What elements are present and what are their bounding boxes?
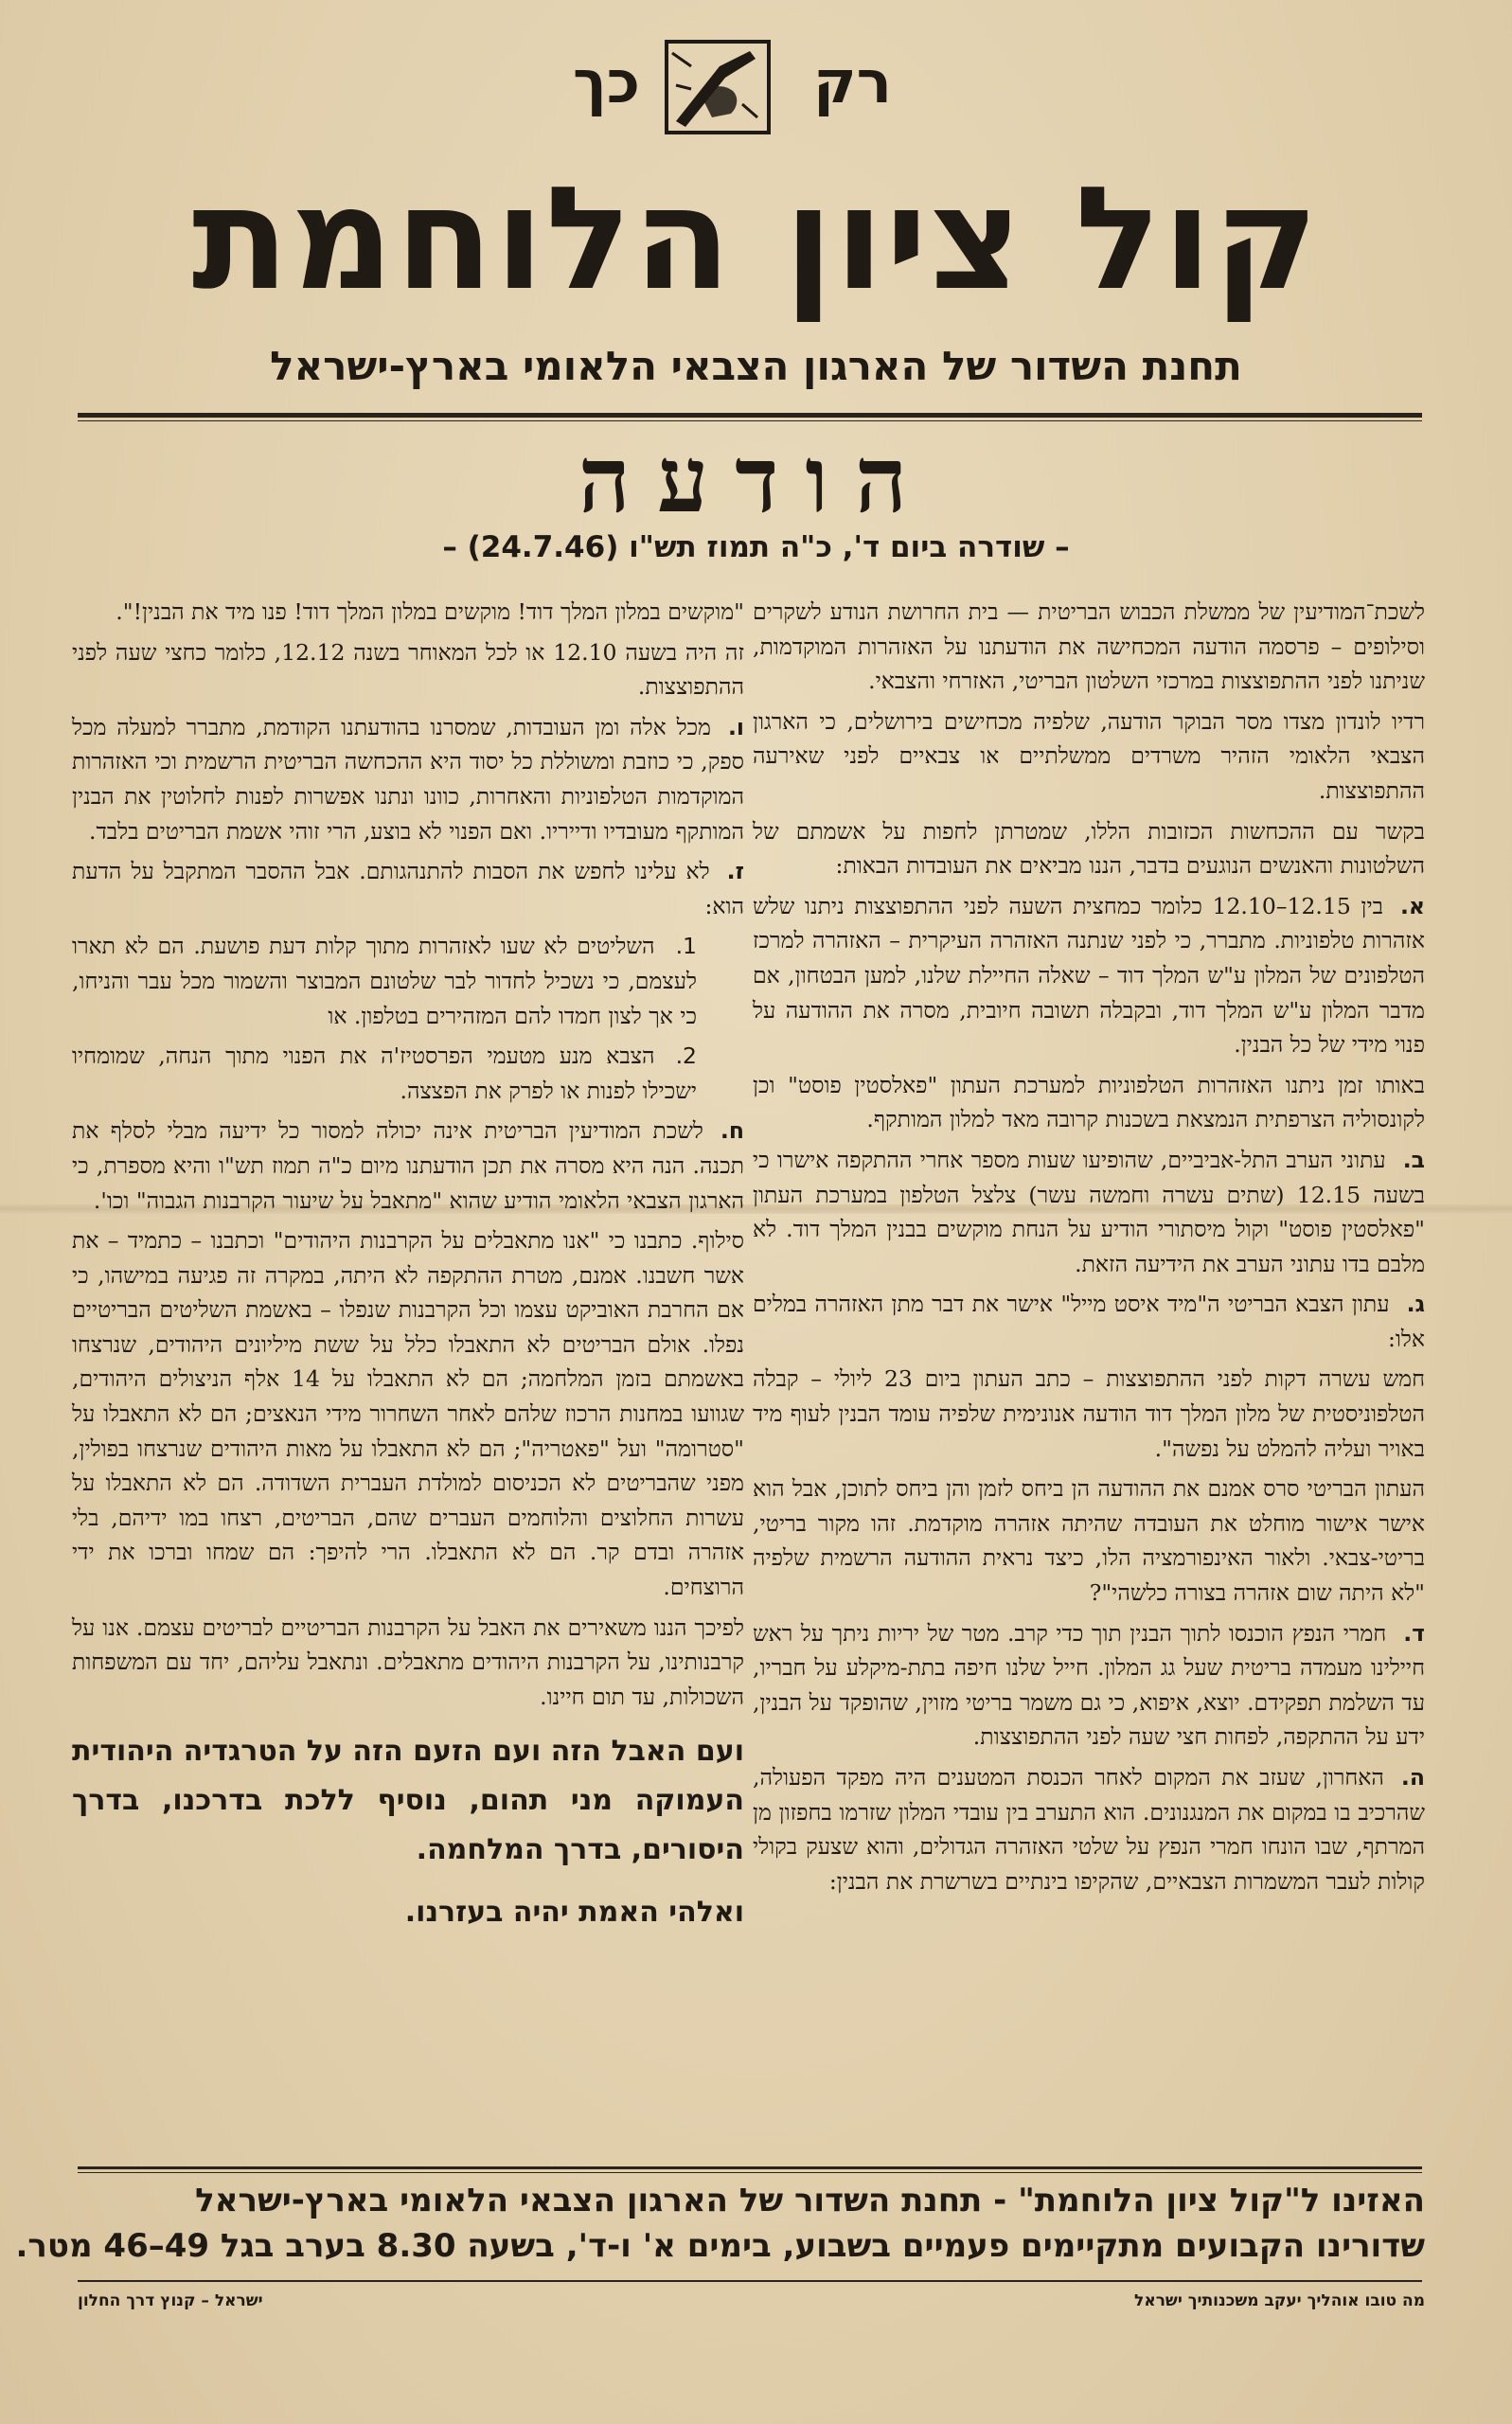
paragraph-text: רדיו לונדון מצדו מסר הבוקר הודעה, שלפיה מכחישים בירושלים, כי הארגון הצבאי הלאומי הזהיר משרדים ממשלתיים או צבאיים לפני שאירעה ההתפוצצות.	[753, 707, 1425, 804]
broadcast-dateline: – שודרה ביום ד', כ"ה תמוז תש"ו (24.7.46) –	[442, 530, 1070, 564]
footer-bottom-divider	[78, 2280, 1422, 2282]
paragraph-label: 1.	[675, 933, 697, 960]
paragraph-text: לשכת המודיעין הבריטית אינה יכולה למסור כל ידיעה מבלי לסלף את תכנה. הנה היא מסרה את תכן הודעתנו מיום כ"ה תמוז תש"ו והיא מספרת, כי הארגון הצבאי הלאומי הודיע שהוא "מתאבל על שיעור הקרבנות הגבוה" וכו'.	[72, 1117, 744, 1214]
footer-divider-thick	[78, 2166, 1422, 2169]
paragraph-text: הצבא מנע מטעמי הפרסטיז'ה את הפנוי מתוך הנחה, שמומחיו ישכילו לפנות או לפרק את הפצצה.	[72, 1043, 697, 1104]
paragraph	[72, 1888, 744, 1937]
paragraph	[72, 635, 744, 704]
paragraph-label: ח.	[720, 1117, 744, 1145]
paragraph	[753, 1287, 1425, 1356]
paragraph-text: מכל אלה ומן העובדות, שמסרנו בהודעתנו הקודמת, מתברר למעלה מכל ספק, כי כוזבת ומשוללת כל יסוד היא ההכחשה הבריטית הרשמית וכי האזהרות המוקדמות הטלפוניות והאחרות, כוונו ונתנו אפשרות לפנות לחלוטין את הבנין המותקף מעובדיו ודייריו. ואם הפנוי לא בוצע, הרי זוהי אשמת הבריטים בלבד.	[72, 713, 744, 845]
paragraph	[753, 1760, 1425, 1898]
paragraph-text: סילוף. כתבנו כי "אנו מתאבלים על הקרבנות היהודים" וכתבנו – כתמיד – את אשר חשבנו. אמנם, מטרת ההתקפה לא היתה, במקרה זה פגיעה במישהו, כי אם החרבת האוביקט עצמו וכל הקרבנות שנפלו – באשמת השליטים הבריטיים נפלו. אולם הבריטים לא התאבלו כלל על ששת מיליונים היהודים, שנרצחו באשמתם בזמן המלחמה; הם לא התאבלו על 14 אלף הניצולים היהודים, שגוועו במחנות הרכוז שלהם לאחר השחרור מידי הנאצים; הם לא התאבלו על "סטרומה" ועל "פאטריה"; הם לא התאבלו על מאות היהודים שנרצחו בפולין, מפני שהבריטים לא הכניסום למולדת העברית השדודה. הם לא התאבלו על עשרות החלוצים והלוחמים העברים שהם, הבריטים, רצחו במו ידיהם, בלי אזהרה ובדם קר. הם לא התאבלו. הרי להיפך: הם שמחו וברכו את ידי הרוצחים.	[72, 1227, 744, 1601]
paragraph	[72, 1727, 744, 1875]
paragraph	[753, 1068, 1425, 1137]
announcement-heading: הודעה	[578, 426, 934, 533]
paragraph	[72, 1611, 744, 1715]
paragraph-text: עתוני הערב התל-אביביים, שהופיעו שעות מספר אחרי ההתקפה אישרו כי בשעה 12.15 (שתים עשרה וחמשה עשר) צלצל הטלפון במערכת העתון "פאלסטין פוסט" וקול מיסתורי הודיע על הנחת מוקשים בבנין המלך דוד. לא מלבם בדו עתוני הערב את הידיעה הזאת.	[753, 1146, 1426, 1277]
paragraph	[72, 1039, 744, 1108]
paragraph-text: העתון הבריטי סרס אמנם את ההודעה הן ביחס לזמן והן ביחס לתוכן, אבל הוא אישר אישור מוחלט את העובדה שהיתה אזהרה מוקדמת. זהו מקור בריטי, בריטי-צבאי. ולאור האינפורמציה הלו, כיצד נראית ההודעה הרשמית שלפיה "לא היתה שום אזהרה בצורה כלשהי"?	[753, 1475, 1425, 1607]
paragraph-label: ה.	[1400, 1764, 1425, 1791]
left-column	[72, 595, 744, 1943]
paragraph	[72, 854, 744, 923]
paragraph-text: בקשר עם ההכחשות הכזובות הללו, שמטרתן לחפות על אשמתם של השלטונות והאנשים הנוגעים בדבר, הננו מביאים את העובדות הבאות:	[753, 817, 1425, 880]
paragraph-text: לא עלינו לחפש את הסבות להתנהגותם. אבל ההסבר המתקבל על הדעת הוא:	[72, 858, 744, 919]
hand-holding-rifle-emblem-icon	[663, 38, 773, 136]
paragraph	[753, 1616, 1425, 1755]
printer-imprint-right: מה טובו אוהליך יעקב משכנותיך ישראל	[1134, 2291, 1425, 2310]
paragraph	[72, 595, 744, 630]
paragraph-text: באותו זמן ניתנו האזהרות הטלפוניות למערכת העתון "פאלסטין פוסט" וכן לקונסוליה הצרפתית הנמצאת בשכנות קרובה מאד למלון המותקף.	[753, 1071, 1425, 1133]
paragraph-label: ו.	[728, 713, 744, 740]
paragraph-text: חמש עשרה דקות לפני ההתפוצצות – כתב העתון ביום 23 ליולי – קבלה הטלפוניסטית של מלון המלך דוד הודעה אנונימית שלפיה עומד הבנין לעוף מיד באויר ועליה להמלט על נפשה".	[753, 1365, 1425, 1462]
divider-thin	[78, 420, 1422, 421]
slogan-left: כך	[573, 47, 640, 116]
paragraph-text: ואלהי האמת יהיה בעזרנו.	[404, 1896, 744, 1930]
paragraph-text: האחרון, שעזב את המקום לאחר הכנסת המטענים היה מפקד הפעולה, שהרכיב בו במקום את המנגנונים. הוא התערב בין עובדי המלון שזרמו בחפזון מן המרתף, שבו הונחו חמרי הנפץ על שלטי האזהרה הגדולים, והוא שצעק בקולי קולות לעבר המשמרות הצבאיים, שהקיפו בינתיים בשרשרת את הבנין:	[753, 1764, 1425, 1895]
paragraph-label: ד.	[1403, 1619, 1425, 1647]
paragraph	[72, 710, 744, 848]
paragraph	[72, 1223, 744, 1605]
station-name: קול ציון הלוחמת	[191, 157, 1321, 322]
top-slogan	[0, 38, 1512, 123]
paragraph-text: בין 12.15–12.10 כלומר כמחצית השעה לפני ההתפוצצות ניתנו שלש אזהרות טלפוניות. מתברר, כי לפני שנתנה האזהרה העיקרית – האזהרה למרכז הטלפונים של המלון ע"ש המלך דוד – שאלה החיילת שלנו, למען הבטחון, אם מדבר המלון ע"ש המלך דוד, ובקבלה תשובה חיובית, מסרה את ההודעה על פנוי מידי של כל הבנין.	[753, 892, 1425, 1059]
paragraph-label: 2.	[675, 1043, 697, 1070]
paragraph-text: לשכת־המודיעין של ממשלת הכבוש הבריטית — בית החרושת הנודע לשקרים וסילופים – פרסמה הודעה המכחישה את הודעתנו על האזהרות המוקדמות, שניתנו לפני ההתפוצצות במרכזי השלטון הבריטי, האזרחי והצבאי.	[753, 598, 1425, 695]
paragraph-text: השליטים לא שעו לאזהרות מתוך קלות דעת פושעת. הם לא תארו לעצמם, כי נשכיל לחדור לבר שלטונם המבוצר והשמור מכל עבר והניחו, כי אך לצון חמדו להם המזהירים בטלפון. או	[72, 933, 697, 1029]
right-column	[753, 595, 1425, 1904]
printer-imprint-left: ישראל – קנוץ דרך החלון	[78, 2291, 263, 2310]
paragraph	[753, 595, 1425, 699]
paragraph	[753, 1471, 1425, 1610]
paragraph	[753, 814, 1425, 883]
divider-thick	[78, 413, 1422, 418]
footer-schedule-line: שדורינו הקבועים מתקיימים פעמיים בשבוע, בימים א' ו-ד', בשעה 8.30 בערב בגל 49–46 מטר.	[15, 2227, 1425, 2265]
station-subtitle: תחנת השדור של הארגון הצבאי הלאומי בארץ-ישראל	[270, 343, 1242, 389]
paragraph	[753, 1143, 1425, 1281]
paragraph	[753, 1362, 1425, 1466]
paragraph-label: ג.	[1406, 1291, 1425, 1318]
paragraph	[753, 889, 1425, 1062]
paragraph-text: "מוקשים במלון המלך דוד! מוקשים במלון המלך דוד! פנו מיד את הבנין!".	[116, 598, 744, 625]
paragraph-text: חמרי הנפץ הוכנסו לתוך הבנין תוך כדי קרב. מטר של יריות ניתך על ראש חיילינו מעמדה בריטית שעל גג המלון. חייל שלנו חיפה בתת-מיקלע על חבריו, עד השלמת תפקידם. יוצא, איפוא, כי גם משמר בריטי מזוין, שהופקד על הבנין, ידע על ההתקפה, לפחות חצי שעה לפני ההתפוצצות.	[753, 1619, 1425, 1751]
paragraph	[72, 1114, 744, 1218]
paragraph-text: לפיכך הננו משאירים את האבל על הקרבנות הבריטיים לבריטים עצמם. אנו על קרבנותינו, על הקרבנות היהודים מתאבלים. ונתאבל עליהם, יחד עם המשפחות השכולות, עד תום חיינו.	[72, 1613, 744, 1710]
paragraph-label: ב.	[1402, 1146, 1425, 1173]
footer-listen-line: האזינו ל"קול ציון הלוחמת" - תחנת השדור של הארגון הצבאי הלאומי בארץ-ישראל	[195, 2182, 1425, 2219]
footer-divider-thin	[78, 2172, 1422, 2173]
paragraph-text: ועם האבל הזה ועם הזעם הזה על הטרגדיה היהודית העמוקה מני תהום, נוסיף ללכת בדרכנו, בדרך היסורים, בדרך המלחמה.	[72, 1735, 744, 1867]
paragraph-label: ז.	[726, 858, 744, 885]
paragraph-text: זה היה בשעה 12.10 או לכל המאוחר בשנה 12.12, כלומר כחצי שעה לפני ההתפוצצות.	[72, 638, 745, 701]
slogan-right: רק	[813, 47, 892, 116]
paragraph-text: עתון הצבא הבריטי ה"מיד איסט מייל" אישר את דבר מתן האזהרה במלים אלו:	[753, 1291, 1425, 1352]
paragraph	[72, 929, 744, 1033]
paragraph	[753, 704, 1425, 809]
paragraph-label: א.	[1399, 892, 1425, 919]
